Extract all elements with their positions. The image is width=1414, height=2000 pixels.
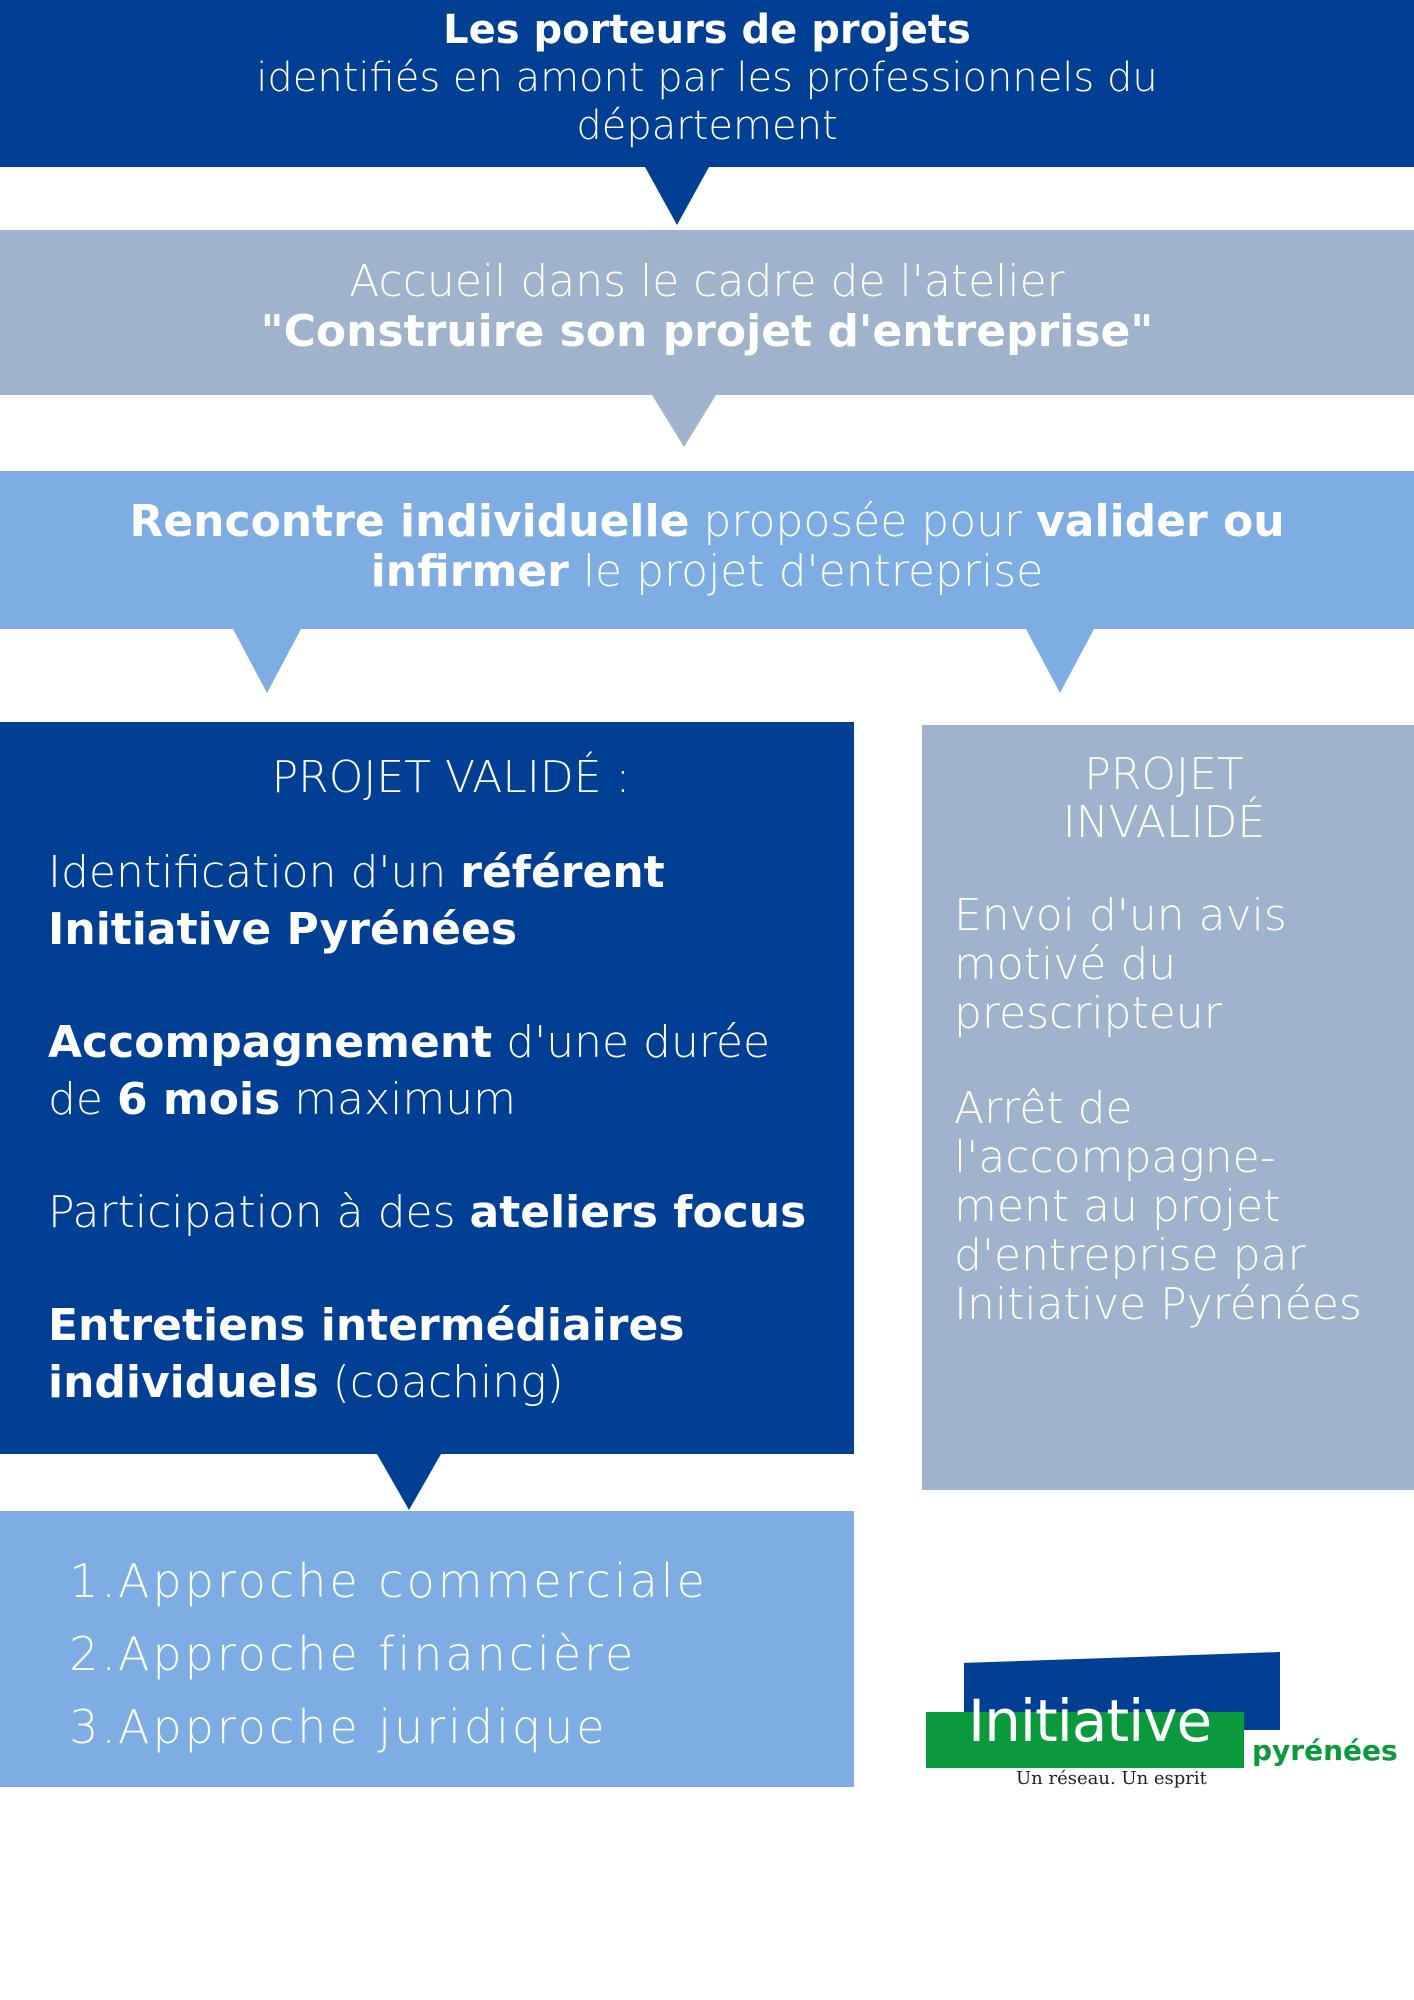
step1-title: Les porteurs de projets — [443, 7, 971, 53]
step-accueil-atelier — [0, 230, 1414, 395]
approach-number: 1. — [69, 1554, 119, 1608]
validated-item2-bold-a: Accompagnement — [48, 1017, 493, 1068]
validated-item-entretiens — [48, 1297, 748, 1411]
validated-item-referent — [48, 844, 838, 958]
validated-item2-text-b: d'une durée de — [48, 1017, 771, 1125]
branch-projet-valide — [0, 722, 854, 1454]
step2-line2: "Construire son projet d'entreprise" — [260, 306, 1154, 357]
validated-item1-text: Identification d'un — [48, 847, 461, 898]
approach-label: Approche juridique — [118, 1700, 608, 1754]
approach-number: 2. — [69, 1627, 119, 1681]
arrow-step1-to-step2 — [645, 167, 709, 225]
invalidated-item-avis: Envoi d'un avis motivé du prescripteur — [954, 890, 1287, 1039]
step3-text-projet: le projet d'entreprise — [568, 546, 1044, 597]
logo-word: Initiative — [968, 1687, 1212, 1755]
logo-region: pyrénées — [1252, 1734, 1398, 1767]
logo-tagline: Un réseau. Un esprit — [1016, 1768, 1207, 1789]
approach-item — [0, 1691, 854, 1764]
step3-bold-valider: valider ou infirmer — [370, 496, 1285, 597]
approach-item — [0, 1618, 854, 1691]
initiative-pyrenees-logo — [926, 1652, 1404, 1798]
arrow-step2-to-step3 — [652, 395, 716, 447]
validated-item-ateliers — [48, 1184, 868, 1241]
approach-item — [0, 1545, 854, 1618]
approaches-list — [0, 1511, 854, 1787]
step3-text-proposee: proposée pour — [689, 496, 1037, 547]
invalidated-item-arret: Arrêt de l'accompagne-ment au projet d'entreprise par Initiative Pyrénées — [954, 1083, 1362, 1330]
validated-item2-bold-c: 6 mois — [117, 1074, 281, 1125]
validated-item3-bold: ateliers focus — [469, 1187, 807, 1238]
approach-number: 3. — [69, 1700, 119, 1754]
step-porteurs-de-projets — [0, 0, 1414, 167]
arrow-step3-to-invalidated — [1026, 629, 1094, 693]
step1-subtitle: identifiés en amont par les professionnels du département — [256, 55, 1158, 149]
validated-item4-bold: Entretiens intermédiaires individuels — [48, 1300, 685, 1408]
approach-label: Approche financière — [118, 1627, 637, 1681]
validated-title: PROJET VALIDÉ : — [271, 752, 631, 803]
step2-line1: Accueil dans le cadre de l'atelier — [349, 256, 1065, 307]
step-rencontre-individuelle — [0, 471, 1414, 629]
approach-label: Approche commerciale — [118, 1554, 708, 1608]
step3-bold-rencontre: Rencontre individuelle — [129, 496, 690, 547]
validated-item2-text-d: maximum — [280, 1074, 516, 1125]
arrow-validated-to-approaches — [377, 1454, 441, 1510]
validated-item1-bold: référent Initiative Pyrénées — [48, 847, 665, 955]
arrow-step3-to-validated — [233, 629, 301, 693]
branch-projet-invalide — [922, 725, 1414, 1490]
validated-item4-text: (coaching) — [318, 1357, 564, 1408]
invalidated-title: PROJET INVALIDÉ — [1062, 749, 1266, 848]
validated-item-accompagnement — [48, 1014, 838, 1128]
validated-item3-text: Participation à des — [48, 1187, 470, 1238]
step3-text — [0, 497, 1414, 597]
